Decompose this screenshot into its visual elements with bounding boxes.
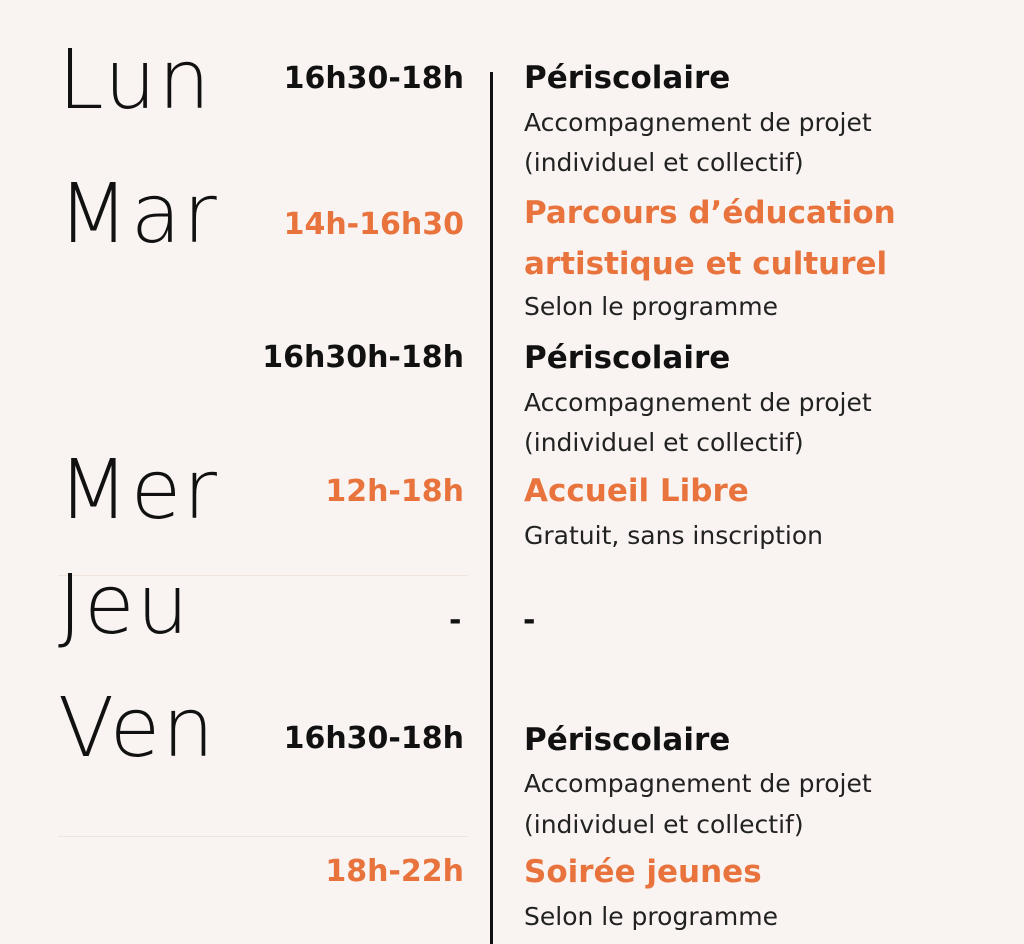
time-slot-monday-1: 16h30-18h bbox=[283, 61, 464, 96]
activity-title-tuesday-1b: artistique et culturel bbox=[524, 246, 888, 282]
row-divider bbox=[58, 836, 468, 837]
time-slot-wednesday-1: 12h-18h bbox=[325, 474, 464, 509]
activity-desc-tuesday-2b: (individuel et collectif) bbox=[524, 428, 804, 457]
time-slot-tuesday-2: 16h30h-18h bbox=[262, 340, 464, 375]
column-divider bbox=[490, 72, 493, 944]
activity-desc-monday-1b: (individuel et collectif) bbox=[524, 148, 804, 177]
activity-title-wednesday-1: Accueil Libre bbox=[524, 473, 749, 509]
activity-desc-tuesday-1: Selon le programme bbox=[524, 292, 779, 321]
day-label-thursday: Jeu bbox=[58, 558, 191, 653]
time-slot-friday-1: 16h30-18h bbox=[283, 721, 464, 756]
activity-desc-friday-2: Selon le programme bbox=[524, 902, 779, 931]
activity-desc-friday-1a: Accompagnement de projet bbox=[524, 769, 872, 798]
activity-desc-monday-1a: Accompagnement de projet bbox=[524, 108, 872, 137]
activity-desc-tuesday-2a: Accompagnement de projet bbox=[524, 388, 872, 417]
day-label-tuesday: Mar bbox=[58, 167, 219, 262]
day-label-wednesday: Mer bbox=[58, 443, 219, 538]
activity-desc-wednesday-1: Gratuit, sans inscription bbox=[524, 521, 823, 550]
activity-title-friday-1: Périscolaire bbox=[524, 722, 731, 758]
day-label-friday: Ven bbox=[58, 681, 217, 776]
activity-title-tuesday-1a: Parcours d’éducation bbox=[524, 195, 896, 231]
activity-title-monday-1: Périscolaire bbox=[524, 60, 731, 96]
activity-desc-friday-1b: (individuel et collectif) bbox=[524, 810, 804, 839]
activity-title-friday-2: Soirée jeunes bbox=[524, 854, 762, 890]
time-slot-friday-2: 18h-22h bbox=[325, 854, 464, 889]
time-slot-tuesday-1: 14h-16h30 bbox=[283, 207, 464, 242]
activity-title-tuesday-2: Périscolaire bbox=[524, 340, 731, 376]
day-label-monday: Lun bbox=[58, 33, 213, 128]
activity-thursday-1: - bbox=[523, 603, 536, 638]
time-slot-thursday-1: - bbox=[449, 603, 462, 638]
